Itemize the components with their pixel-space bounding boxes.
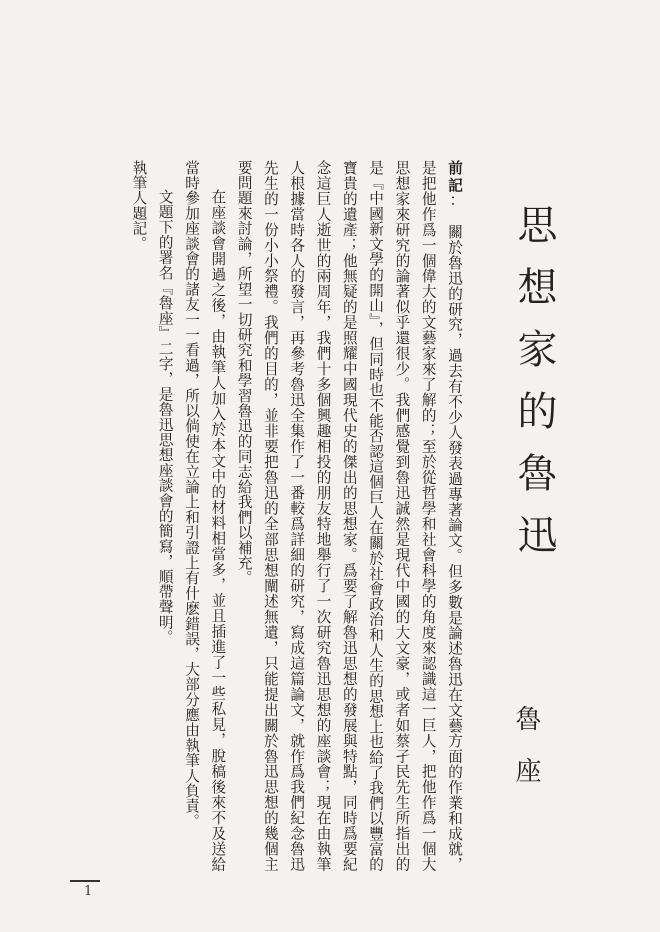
footer-rule bbox=[70, 880, 100, 882]
page-number: 1 bbox=[84, 884, 93, 899]
preface-body bbox=[72, 160, 467, 872]
preface-paragraph-1-text: 關於魯迅的研究，過去有不少人發表過專著論文。但多數是論述魯迅在文藝方面的作業和成就，是把他作爲一個偉大的文藝家來了解的；至於從哲學和社會科學的角度來認識這一巨人，把他作爲一個大思想家來研究的論著似乎還很少。我們感覺到魯迅誠然是現代中國的大文豪，或者如蔡孑民先生所指出的是『中國新文學的開山』，但同時也不能否認這個巨人在關於社會政治和人生的思想上也給了我們以豐富的寶貴的遺產；他無疑的是照耀中國現代史的傑出的思想家。爲要了解魯迅思想的發展與特點，同時爲要紀念這巨人逝世的兩周年，我們十多個興趣相投的朋友特地舉行了一次研究魯迅思想的座談會；現在由執筆人根據當時各人的發言，再參考魯迅全集作了一番較爲詳細的研究，寫成這篇論文，就作爲我們紀念魯迅先生的一份小小祭禮。我們的目的，並非要把魯迅的全部思想闡述無遺，只能提出關於魯迅思想的幾個主要問題來討論，所望一切研究和學習魯迅的同志給我們以補充。 bbox=[235, 160, 463, 872]
article-title: 思想家的魯迅 bbox=[511, 204, 557, 576]
author-byline: 魯座 bbox=[511, 705, 541, 809]
emphasis-dots: .. bbox=[449, 195, 460, 209]
preface-paragraph-3: 文題下的署名『魯座』二字，是魯迅思想座談會的簡寫，順帶聲明。 bbox=[156, 189, 174, 646]
preface-paragraph-2: 在座談會開過之後，由執筆人加入於本文中的材料相當多，並且插進了一些私見，脫稿後來不及送給當時參加座談會的諸友一一看過，所以倘使在立論上和引證上有什麽錯誤，大部分應由執筆人負責。 bbox=[183, 160, 227, 872]
preface-signature: 執筆人題記。 bbox=[130, 160, 148, 252]
preface-heading-text: 前記 bbox=[446, 160, 463, 196]
preface-paragraph-1 bbox=[230, 160, 467, 872]
preface-heading bbox=[446, 160, 463, 209]
